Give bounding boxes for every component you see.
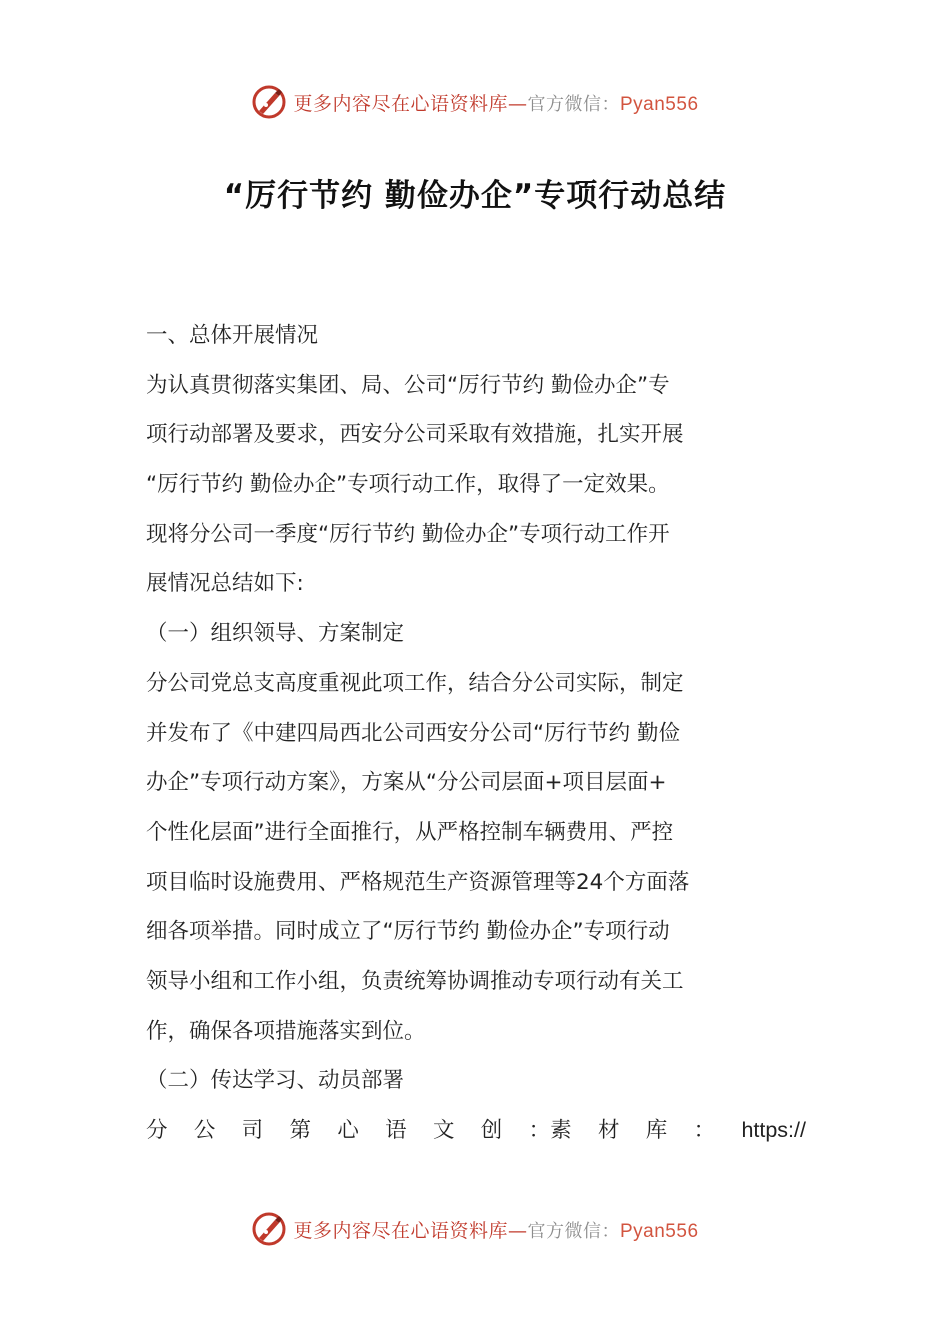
watermark-banner-top <box>0 82 950 122</box>
heading-overall: 一、总体开展情况 <box>146 323 319 348</box>
pen-logo-icon <box>251 84 287 120</box>
watermark-dash: — <box>508 92 528 115</box>
paragraph-line: 分公司党总支高度重视此项工作，结合分公司实际，制定 <box>146 670 684 696</box>
document-body <box>146 311 806 1156</box>
char: 第 <box>289 1118 311 1143</box>
paragraph-line: 项行动部署及要求，西安分公司采取有效措施，扎实开展 <box>146 422 684 448</box>
document-title: “厉行节约 勤俭办企”专项行动总结 <box>223 178 727 214</box>
paragraph-line: “厉行节约 勤俭办企”专项行动工作，取得了一定效果。 <box>146 472 670 498</box>
url-fragment: https:// <box>741 1118 806 1142</box>
paragraph-line: 个性化层面”进行全面推行，从严格控制车辆费用、严控 <box>146 819 674 845</box>
char: 材 <box>597 1118 620 1143</box>
watermark-text <box>293 89 698 116</box>
char: 库 <box>645 1118 668 1143</box>
watermark-sub: 官方微信： <box>527 93 620 115</box>
paragraph-line: 作，确保各项措施落实到位。 <box>146 1018 426 1044</box>
paragraph-line: 为认真贯彻落实集团、局、公司“厉行节约 勤俭办企”专 <box>146 372 670 398</box>
paragraph-line: 办企”专项行动方案》，方案从“分公司层面+项目层面+ <box>146 770 667 796</box>
char: 心 <box>337 1118 359 1143</box>
char: ：素 <box>528 1118 572 1143</box>
paragraph-line: 展情况总结如下: <box>146 571 304 597</box>
paragraph-line: 领导小组和工作小组，负责统筹协调推动专项行动有关工 <box>146 968 684 994</box>
watermark-wechat-id: Pyan556 <box>620 1220 699 1242</box>
char: 司 <box>241 1118 264 1143</box>
char: 分 <box>146 1118 168 1143</box>
char: 语 <box>385 1118 407 1143</box>
watermark-text <box>293 1216 698 1243</box>
char: 公 <box>193 1118 216 1143</box>
watermark-wechat-id: Pyan556 <box>620 93 699 115</box>
watermark-sub: 官方微信： <box>527 1220 620 1242</box>
justified-last-line <box>146 1106 806 1156</box>
subheading-study: （二）传达学习、动员部署 <box>146 1068 405 1094</box>
watermark-banner-bottom <box>0 1209 950 1249</box>
watermark-main: 更多内容尽在心语资料库 <box>293 92 508 115</box>
pen-logo-icon <box>251 1211 287 1247</box>
char: 创 <box>480 1118 503 1143</box>
watermark-dash: — <box>508 1219 528 1242</box>
paragraph-line: 项目临时设施费用、严格规范生产资源管理等24个方面落 <box>146 869 690 895</box>
subheading-organization: （一）组织领导、方案制定 <box>146 621 405 647</box>
watermark-main: 更多内容尽在心语资料库 <box>293 1219 508 1242</box>
char: ： <box>693 1118 716 1143</box>
paragraph-line: 并发布了《中建四局西北公司西安分公司“厉行节约 勤俭 <box>146 720 680 746</box>
paragraph-line: 细各项举措。同时成立了“厉行节约 勤俭办企”专项行动 <box>146 919 670 945</box>
char: 文 <box>432 1118 455 1143</box>
paragraph-line: 现将分公司一季度“厉行节约 勤俭办企”专项行动工作开 <box>146 521 670 547</box>
